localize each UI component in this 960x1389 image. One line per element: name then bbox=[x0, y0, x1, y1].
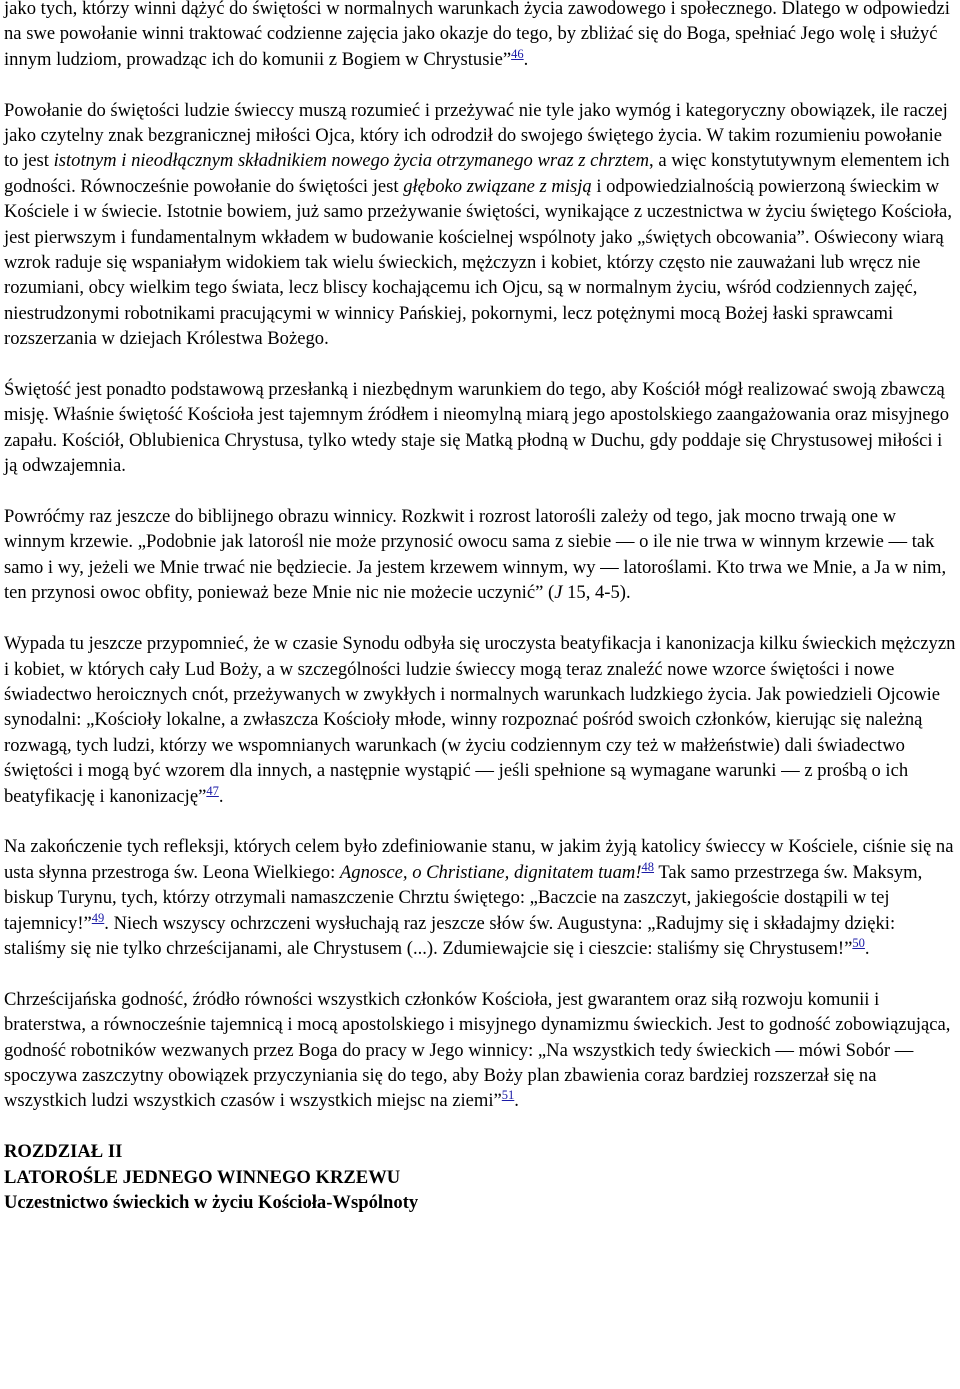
footnote-link[interactable]: 48 bbox=[641, 859, 655, 874]
paragraph bbox=[4, 98, 956, 352]
text-run: Wypada tu jeszcze przypomnieć, że w czasie Synodu odbyła się uroczysta beatyfikacja i kanonizacja kilku świeckich mężczyzn i kobiet, w których cały Lud Boży, a w szczególności ludzie świeccy mogą teraz znaleźć nowe wzorce świętości i nowe świadectwo heroicznych cnót, przeżywanych w zwykłych i normalnych warunkach ludzkiego życia. Jak powiedzieli Ojcowie synodalni: „Kościoły lokalne, a zwłaszcza Kościoły młode, winny rozpoznać pośród swoich członków, kierując się należną rozwagą, tych ludzi, którzy we wspomnianych warunkach (w życiu codziennym czy też w małżeństwie) dali świadectwo świętości i mogą być wzorem dla innych, a następnie wystąpić — jeśli spełnione są wymagane warunki — z prośbą o ich beatyfikację i kanonizację” bbox=[4, 633, 956, 807]
text-run: Tak samo przestrzega św. Maksym, biskup Turynu, tych, którzy otrzymali namaszczenie Chrztu świętego: „Baczcie na zaszczyt, jakiegoście dostąpili w tej tajemnicy!” bbox=[4, 861, 923, 934]
text-run: . Niech wszyscy ochrzczeni wysłuchają raz jeszcze słów św. Augustyna: „Radujmy się i składajmy dzięki: staliśmy się nie tylko chrześcijanami, ale Chrystusem (...). Zdumiewajcie się i cieszcie: staliśmy się Chrystusem!” bbox=[4, 912, 896, 959]
document-body bbox=[4, 0, 956, 1215]
text-run: . bbox=[218, 785, 224, 807]
chapter-number: ROZDZIAŁ II bbox=[4, 1141, 123, 1163]
chapter-subtitle: Uczestnictwo świeckich w życiu Kościoła-Wspólnoty bbox=[4, 1191, 419, 1213]
text-run: Powołanie do świętości ludzie świeccy muszą rozumieć i przeżywać nie tyle jako wymóg i kategoryczny obowiązek, ile raczej jako czytelny znak bezgranicznej miłości Ojca, który ich odrodził do swojego świętego życia. W takim rozumieniu powołanie to jest bbox=[4, 99, 948, 172]
chapter-title: LATOROŚLE JEDNEGO WINNEGO KRZEWU bbox=[4, 1166, 401, 1188]
paragraph bbox=[4, 987, 956, 1114]
text-run: jako tych, którzy winni dążyć do świętości w normalnych warunkach życia zawodowego i społecznego. Dlatego w odpowiedzi na swe powołanie winni traktować codzienne zajęcia jako okazje do tego, by zbliżać się do Boga, spełniać Jego wolę i służyć innym ludziom, prowadząc ich do komunii z Bogiem w Chrystusie” bbox=[4, 0, 950, 70]
footnote-link[interactable]: 47 bbox=[206, 783, 219, 798]
footnote-link[interactable]: 49 bbox=[91, 910, 105, 925]
paragraphs bbox=[4, 0, 956, 1114]
italic-text: istotnym i nieodłącznym składnikiem nowego życia otrzymanego wraz z chrztem bbox=[53, 150, 650, 172]
chapter-heading bbox=[4, 1139, 956, 1215]
text-run: . bbox=[864, 937, 870, 959]
text-run: . bbox=[514, 1090, 519, 1112]
paragraph bbox=[4, 631, 956, 809]
paragraph bbox=[4, 504, 956, 606]
paragraph bbox=[4, 834, 956, 961]
italic-text: głęboko związane z misją bbox=[403, 175, 592, 197]
paragraph bbox=[4, 0, 956, 72]
text-run: Chrześcijańska godność, źródło równości wszystkich członków Kościoła, jest gwarantem oraz siłą rozwoju komunii i braterstwa, a równocześnie tajemnicą i mocą apostolskiego i misyjnego dynamizmu świeckich. Jest to godność zobowiązująca, godność robotników wezwanych przez Boga do pracy w Jego winnicy: „Na wszystkich tedy świeckich — mówi Sobór — spoczywa zaszczytny obowiązek przyczyniania się do tego, aby Boży plan zbawienia coraz bardziej rozszerzał się na wszystkich ludzi wszystkich czasów i wszystkich miejsc na ziemi” bbox=[4, 988, 951, 1112]
footnote-link[interactable]: 51 bbox=[501, 1088, 515, 1103]
text-run: Powróćmy raz jeszcze do biblijnego obrazu winnicy. Rozkwit i rozrost latorośli zależy od tego, jak mocno trwają one w winnym krzewie. „Podobnie jak latorośl nie może przynosić owocu sama z siebie — o ile nie trwa w winnym krzewie — tak samo i wy, jeżeli we Mnie trwać nie będziecie. Ja jestem krzewem winnym, wy — latoroślami. Kto trwa we Mnie, a Ja w nim, ten przynosi owoc obfity, ponieważ beze Mnie nic nie możecie uczynić” ( bbox=[4, 506, 947, 604]
paragraph bbox=[4, 377, 956, 479]
text-run: Na zakończenie tych refleksji, których celem było zdefiniowanie stanu, w jakim żyją katolicy świeccy w Kościele, ciśnie się na usta słynna przestroga św. Leona Wielkiego: bbox=[4, 836, 954, 883]
text-run: . bbox=[523, 48, 529, 70]
text-run: i odpowiedzialnością powierzoną świeckim w Kościele i w świecie. Istotnie bowiem, już samo przeżywanie świętości, wynikające z uczestnictwa w życiu świętego Kościoła, jest pierwszym i fundamentalnym wkładem w budowanie kościelnej wspólnoty jako „świętych obcowania”. Oświecony wiarą wzrok raduje się wspaniałym widokiem tak wielu świeckich, mężczyzn i kobiet, którzy często nie zauważani lub wręcz nie rozumiani, obcy wielkim tego świata, lecz bliscy kochającemu ich Ojcu, są w normalnym życiu, wśród codziennych zajęć, niestrudzonymi robotnikami pracującymi w winnicy Pańskiej, pokornymi, lecz potężnymi mocą Bożej łaski sprawcami rozszerzania w dziejach Królestwa Bożego. bbox=[4, 175, 952, 350]
text-run: Świętość jest ponadto podstawową przesłanką i niezbędnym warunkiem do tego, aby Kościół mógł realizować swoją zbawczą misję. Właśnie świętość Kościoła jest tajemnym źródłem i nieomylną miarą jego apostolskiego zaangażowania oraz misyjnego zapału. Kościół, Oblubienica Chrystusa, tylko wtedy staje się Matką płodną w Duchu, gdy poddaje się Chrystusowej miłości i ją odwzajemnia. bbox=[4, 379, 950, 477]
footnote-link[interactable]: 46 bbox=[511, 46, 524, 61]
footnote-link[interactable]: 50 bbox=[852, 935, 865, 950]
text-run: , a więc konstytutywnym elementem ich godności. Równocześnie powołanie do świętości jest bbox=[4, 150, 950, 197]
italic-text: Agnosce, o Christiane, dignitatem tuam! bbox=[339, 861, 642, 883]
text-run: 15, 4-5). bbox=[562, 582, 631, 604]
italic-text: J bbox=[554, 582, 563, 604]
